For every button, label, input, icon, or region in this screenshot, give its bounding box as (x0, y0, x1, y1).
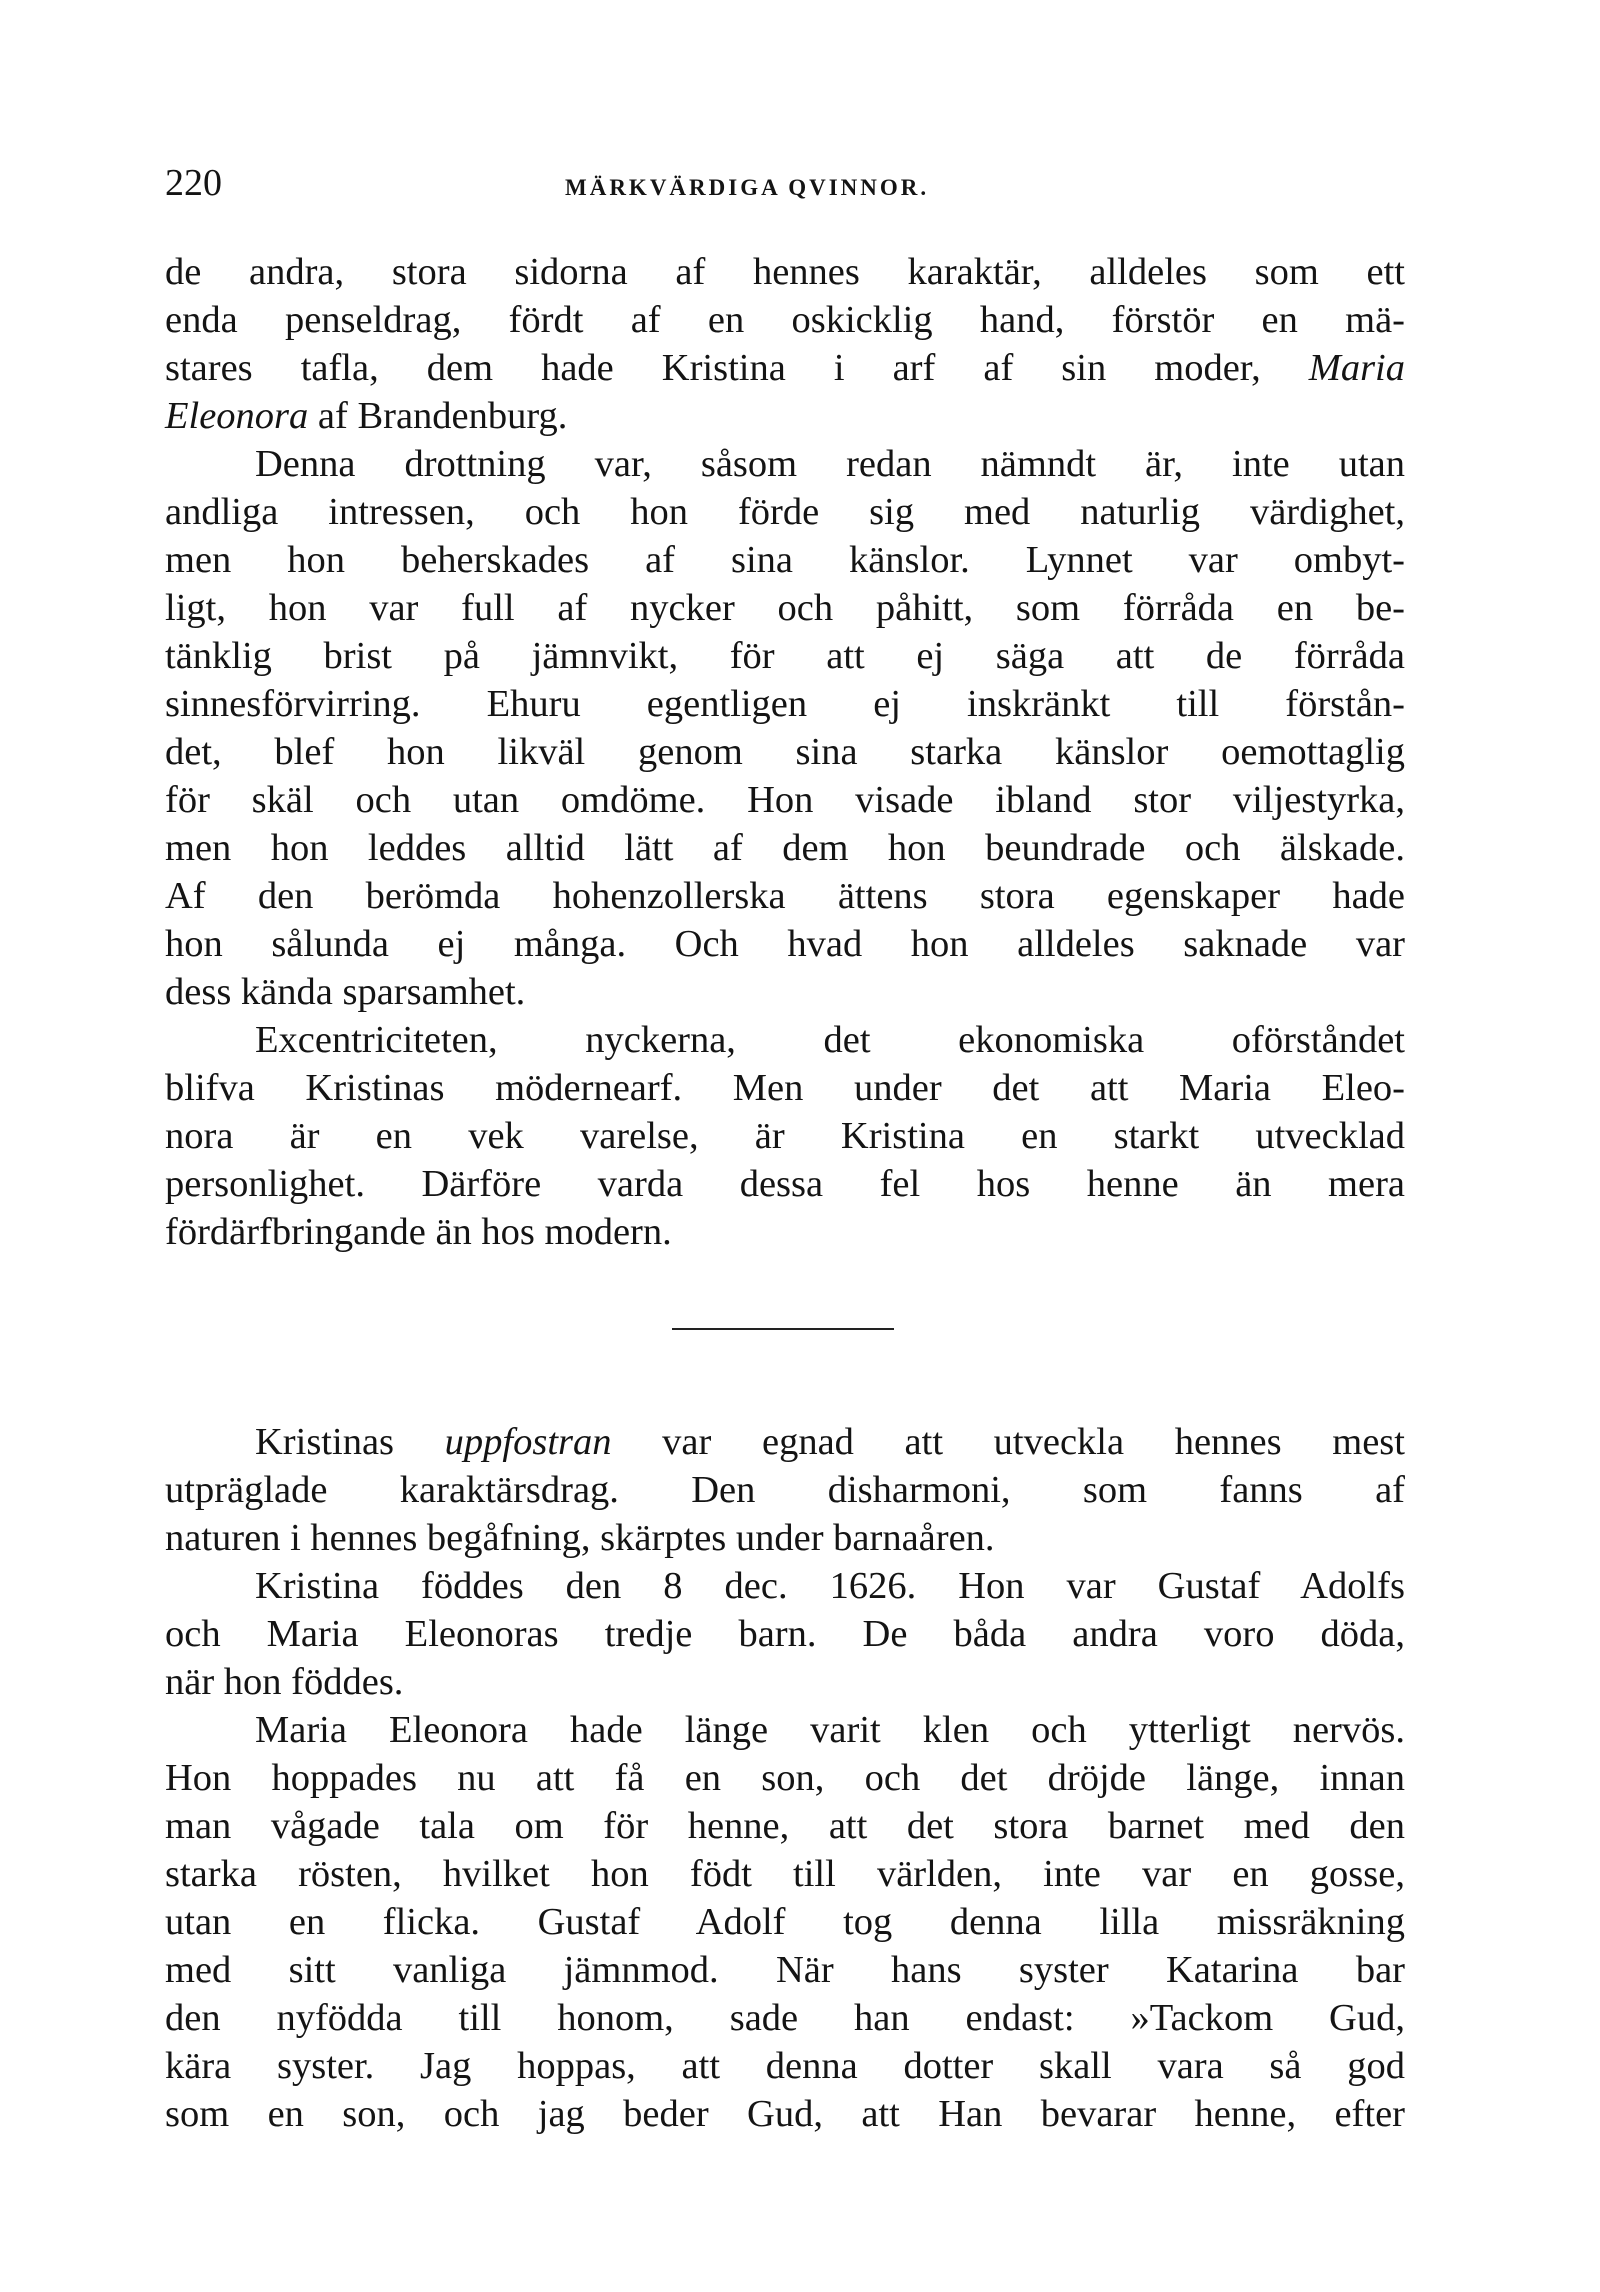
text-line-segment: var egnad att utveckla hennes mest (611, 1421, 1405, 1463)
text-block-lower (165, 1418, 1405, 2138)
text-line: Denna drottning var, såsom redan nämndt är, inte utan (255, 443, 1405, 485)
text-line: sinnesförvirring. Ehuru egentligen ej inskränkt till förstån- (165, 683, 1405, 725)
text-line: Maria Eleonora hade länge varit klen och ytterligt nervös. (255, 1709, 1405, 1751)
text-line: man vågade tala om för henne, att det stora barnet med den (165, 1805, 1405, 1847)
text-line: med sitt vanliga jämnmod. När hans syster Katarina bar (165, 1949, 1405, 1991)
text-line (165, 392, 1405, 440)
text-line (165, 344, 1405, 392)
italic-name: Eleonora (165, 395, 309, 437)
text-line: de andra, stora sidorna af hennes karaktär, alldeles som ett (165, 251, 1405, 293)
text-line: nora är en vek varelse, är Kristina en starkt utvecklad (165, 1115, 1405, 1157)
text-line: det, blef hon likväl genom sina starka känslor oemottaglig (165, 731, 1405, 773)
text-line: andliga intressen, och hon förde sig med naturlig värdighet, (165, 491, 1405, 533)
page-header (165, 158, 1405, 218)
text-block-upper (165, 248, 1405, 1256)
text-line: och Maria Eleonoras tredje barn. De båda andra voro döda, (165, 1613, 1405, 1655)
text-line: enda penseldrag, fördt af en oskicklig hand, förstör en mä- (165, 299, 1405, 341)
text-line: ligt, hon var full af nycker och påhitt, som förråda en be- (165, 587, 1405, 629)
text-line: kära syster. Jag hoppas, att denna dotter skall vara så god (165, 2045, 1405, 2087)
text-line: den nyfödda till honom, sade han endast: »Tackom Gud, (165, 1997, 1405, 2039)
text-line: fördärfbringande än hos modern. (165, 1211, 672, 1253)
text-line: för skäl och utan omdöme. Hon visade ibland stor viljestyrka, (165, 779, 1405, 821)
text-line: utpräglade karaktärsdrag. Den disharmoni, som fanns af (165, 1469, 1405, 1511)
text-line-segment: Kristinas (255, 1421, 445, 1463)
text-line (165, 1418, 1405, 1466)
text-line: men hon beherskades af sina känslor. Lynnet var ombyt- (165, 539, 1405, 581)
text-line-segment: stares tafla, dem hade Kristina i arf af sin moder, (165, 347, 1309, 389)
text-line: utan en flicka. Gustaf Adolf tog denna lilla missräkning (165, 1901, 1405, 1943)
text-line: blifva Kristinas mödernearf. Men under det att Maria Eleo- (165, 1067, 1405, 1109)
text-line: när hon föddes. (165, 1661, 404, 1703)
text-line: Hon hoppades nu att få en son, och det dröjde länge, innan (165, 1757, 1405, 1799)
text-line: starka rösten, hvilket hon födt till världen, inte var en gosse, (165, 1853, 1405, 1895)
text-line: som en son, och jag beder Gud, att Han bevarar henne, efter (165, 2093, 1405, 2135)
text-line-segment: af Brandenburg. (308, 395, 568, 437)
text-line: personlighet. Därföre varda dessa fel hos henne än mera (165, 1163, 1405, 1205)
italic-name: Maria (1308, 347, 1405, 389)
text-line: tänklig brist på jämnvikt, för att ej säga att de förråda (165, 635, 1405, 677)
section-separator (672, 1328, 894, 1330)
text-line: Kristina föddes den 8 dec. 1626. Hon var Gustaf Adolfs (255, 1565, 1405, 1607)
text-line: Excentriciteten, nyckerna, det ekonomiska oförståndet (255, 1019, 1405, 1061)
text-line: hon sålunda ej många. Och hvad hon alldeles saknade var (165, 923, 1405, 965)
text-line: Af den berömda hohenzollerska ättens stora egenskaper hade (165, 875, 1405, 917)
italic-word: uppfostran (444, 1421, 612, 1463)
page-number: 220 (165, 162, 222, 204)
text-line: dess kända sparsamhet. (165, 971, 526, 1013)
text-line: men hon leddes alltid lätt af dem hon beundrade och älskade. (165, 827, 1405, 869)
running-head: MÄRKVÄRDIGA QVINNOR. (565, 175, 930, 200)
text-line: naturen i hennes begåfning, skärptes under barnaåren. (165, 1517, 995, 1559)
